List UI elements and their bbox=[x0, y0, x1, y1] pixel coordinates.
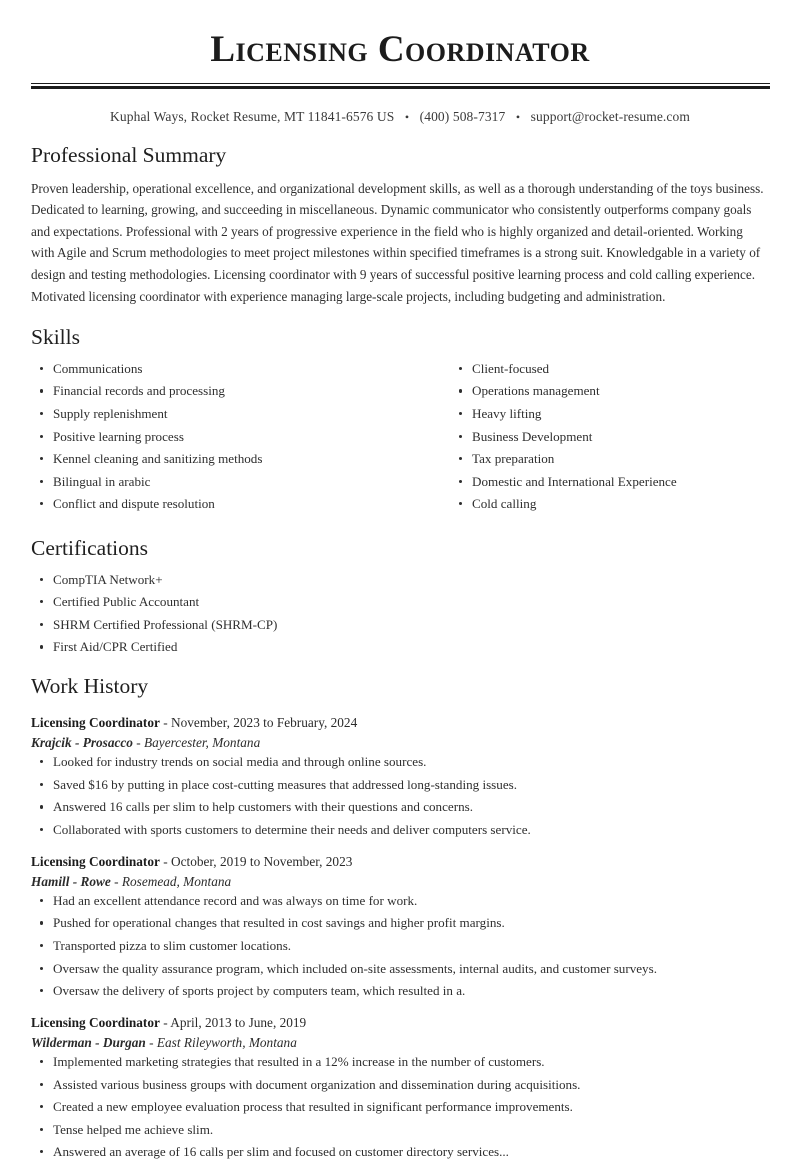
section-certifications bbox=[31, 535, 769, 657]
contact-separator-1: • bbox=[404, 110, 410, 125]
work-history-entry bbox=[31, 1013, 769, 1161]
contact-phone: (400) 508-7317 bbox=[419, 108, 506, 124]
section-heading-certifications: Certifications bbox=[31, 535, 149, 560]
header-divider bbox=[31, 83, 770, 89]
list-item: Saved $16 by putting in place cost-cutting measures that addressed long-standing issues. bbox=[31, 776, 769, 794]
section-work-history bbox=[31, 673, 769, 1161]
list-item: Conflict and dispute resolution bbox=[31, 495, 400, 513]
job-bullets-list bbox=[31, 753, 769, 839]
list-item: Cold calling bbox=[450, 495, 769, 513]
list-item: Oversaw the delivery of sports project by computers team, which resulted in a. bbox=[31, 982, 769, 1000]
job-title-line bbox=[31, 713, 769, 733]
job-title-line bbox=[31, 1013, 769, 1033]
certifications-list bbox=[31, 571, 769, 657]
page-title: Licensing Coordinator bbox=[210, 29, 590, 70]
job-dates: April, 2013 to June, 2019 bbox=[170, 1015, 307, 1031]
summary-paragraph: Proven leadership, operational excellence, and organizational development skills, as well as a thorough understanding of the toys business. Dedicated to learning, growing, and succeeding in miscellaneous. Dynamic communicator who consistently outperforms company goals and expectations. Professional with 2 years of progressive experience in the field who is highly organized and detail-oriented. Working with Agile and Scrum methodologies to meet project milestones within specified timeframes is a strong suit. Knowledgable in a variety of design and testing methodologies. Licensing coordinator with 9 years of successful positive learning process and cold calling experience. Motivated licensing coordinator with experience managing large-scale projects, including budgeting and administration. bbox=[31, 180, 764, 304]
list-item: SHRM Certified Professional (SHRM-CP) bbox=[31, 616, 769, 634]
divider-thick-line bbox=[31, 86, 770, 89]
job-bullets-list bbox=[31, 1053, 769, 1161]
list-item: Tense helped me achieve slim. bbox=[31, 1121, 769, 1139]
job-location: East Rileyworth, Montana bbox=[156, 1035, 297, 1051]
list-item: Positive learning process bbox=[31, 428, 400, 446]
contact-address: Kuphal Ways, Rocket Resume, MT 11841-6576 US bbox=[110, 108, 395, 124]
list-item: First Aid/CPR Certified bbox=[31, 638, 769, 656]
job-location: Rosemead, Montana bbox=[121, 873, 232, 889]
list-item: Had an excellent attendance record and was always on time for work. bbox=[31, 892, 769, 910]
list-item: Domestic and International Experience bbox=[450, 473, 769, 491]
job-company-line bbox=[31, 733, 769, 753]
list-item: Assisted various business groups with document organization and dissemination during acquisitions. bbox=[31, 1076, 769, 1094]
skills-list-left bbox=[31, 360, 400, 513]
job-location: Bayercester, Montana bbox=[144, 735, 261, 751]
job-separator: - bbox=[136, 735, 141, 751]
job-company: Krajcik - Prosacco bbox=[31, 735, 133, 751]
job-separator: - bbox=[149, 1035, 154, 1051]
job-separator: - bbox=[163, 853, 168, 869]
list-item: CompTIA Network+ bbox=[31, 571, 769, 589]
job-separator: - bbox=[163, 715, 168, 731]
list-item: Supply replenishment bbox=[31, 405, 400, 423]
job-company-line bbox=[31, 1033, 769, 1053]
list-item: Looked for industry trends on social media and through online sources. bbox=[31, 753, 769, 771]
list-item: Tax preparation bbox=[450, 450, 769, 468]
job-title: Licensing Coordinator bbox=[31, 1015, 160, 1031]
list-item: Business Development bbox=[450, 428, 769, 446]
work-history-entry bbox=[31, 713, 769, 839]
list-item: Transported pizza to slim customer locations. bbox=[31, 937, 769, 955]
skills-list-right bbox=[450, 360, 769, 513]
list-item: Bilingual in arabic bbox=[31, 473, 400, 491]
job-separator: - bbox=[114, 873, 119, 889]
list-item: Answered an average of 16 calls per slim and focused on customer directory services... bbox=[31, 1143, 769, 1161]
job-title: Licensing Coordinator bbox=[31, 853, 160, 869]
job-company: Wilderman - Durgan bbox=[31, 1035, 146, 1051]
section-skills bbox=[31, 324, 769, 518]
skills-column-right bbox=[400, 360, 769, 518]
job-dates: October, 2019 to November, 2023 bbox=[171, 853, 353, 869]
job-company: Hamill - Rowe bbox=[31, 873, 111, 889]
list-item: Implemented marketing strategies that resulted in a 12% increase in the number of customers. bbox=[31, 1053, 769, 1071]
list-item: Pushed for operational changes that resulted in cost savings and higher profit margins. bbox=[31, 914, 769, 932]
job-bullets-list bbox=[31, 892, 769, 1000]
list-item: Answered 16 calls per slim to help customers with their questions and concerns. bbox=[31, 798, 769, 816]
list-item: Operations management bbox=[450, 382, 769, 400]
section-professional-summary bbox=[31, 142, 769, 307]
list-item: Oversaw the quality assurance program, which included on-site assessments, internal audits, and customer surveys. bbox=[31, 960, 769, 978]
contact-email: support@rocket-resume.com bbox=[530, 108, 690, 124]
section-heading-summary: Professional Summary bbox=[31, 143, 227, 168]
contact-separator-2: • bbox=[515, 110, 521, 125]
list-item: Kennel cleaning and sanitizing methods bbox=[31, 450, 400, 468]
job-title: Licensing Coordinator bbox=[31, 715, 160, 731]
job-title-line bbox=[31, 852, 769, 872]
list-item: Communications bbox=[31, 360, 400, 378]
job-dates: November, 2023 to February, 2024 bbox=[171, 715, 358, 731]
job-separator: - bbox=[163, 1015, 168, 1031]
list-item: Client-focused bbox=[450, 360, 769, 378]
list-item: Heavy lifting bbox=[450, 405, 769, 423]
contact-info bbox=[31, 109, 769, 125]
list-item: Financial records and processing bbox=[31, 382, 400, 400]
skills-column-left bbox=[31, 360, 400, 518]
list-item: Collaborated with sports customers to determine their needs and deliver computers service. bbox=[31, 821, 769, 839]
work-history-entry bbox=[31, 852, 769, 1000]
job-company-line bbox=[31, 872, 769, 892]
section-heading-work-history: Work History bbox=[31, 674, 149, 699]
section-heading-skills: Skills bbox=[31, 325, 80, 350]
list-item: Created a new employee evaluation process that resulted in significant performance improvements. bbox=[31, 1098, 769, 1116]
list-item: Certified Public Accountant bbox=[31, 593, 769, 611]
skills-columns bbox=[31, 360, 769, 518]
